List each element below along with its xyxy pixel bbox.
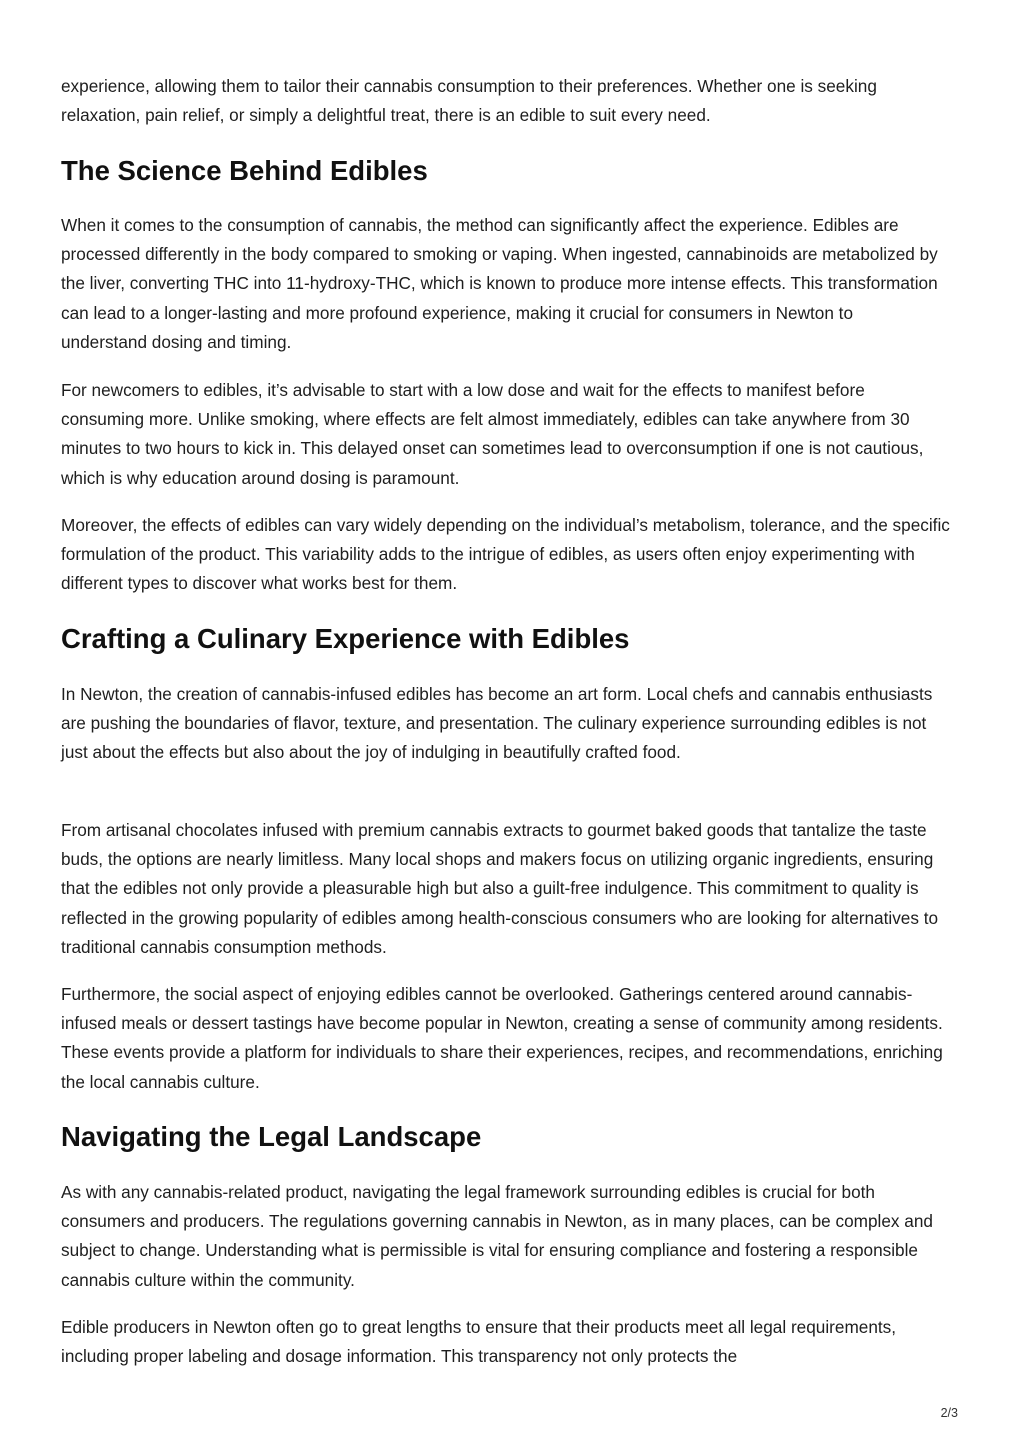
page-number: 2/3: [940, 1406, 958, 1420]
paragraph-culinary-2: From artisanal chocolates infused with premium cannabis extracts to gourmet baked goods that tantalize the taste buds, the options are nearly limitless. Many local shops and makers focus on utilizing organic ingredients, ensuring that the edibles not only provide a pleasurable high but also a guilt-free indulgence. This commitment to quality is reflected in the growing popularity of edibles among health-conscious consumers who are looking for alternatives to traditional cannabis consumption methods.: [61, 820, 939, 957]
paragraph-legal-2: Edible producers in Newton often go to great lengths to ensure that their products meet all legal requirements, including proper labeling and dosage information. This transparency not only protects the: [61, 1317, 897, 1367]
paragraph-culinary-3: Furthermore, the social aspect of enjoying edibles cannot be overlooked. Gatherings centered around cannabis-infused meals or dessert tastings have become popular in Newton, creating a sense of community among residents. These events provide a platform for individuals to share their experiences, recipes, and recommendations, enriching the local cannabis culture.: [61, 984, 943, 1092]
heading-legal-landscape: Navigating the Legal Landscape: [61, 1121, 482, 1152]
heading-culinary-experience: Crafting a Culinary Experience with Edibles: [61, 623, 630, 654]
paragraph-science-2: For newcomers to edibles, it’s advisable to start with a low dose and wait for the effects to manifest before consuming more. Unlike smoking, where effects are felt almost immediately, edibles can take anywhere from 30 minutes to two hours to kick in. This delayed onset can sometimes lead to overconsumption if one is not cautious, which is why education around dosing is paramount.: [61, 380, 924, 488]
paragraph-legal-1: As with any cannabis-related product, navigating the legal framework surrounding edibles is crucial for both consumers and producers. The regulations governing cannabis in Newton, as in many places, can be complex and subject to change. Understanding what is permissible is vital for ensuring compliance and fostering a responsible cannabis culture within the community.: [61, 1182, 933, 1290]
heading-science-behind-edibles: The Science Behind Edibles: [61, 155, 428, 186]
paragraph-intro-continued: experience, allowing them to tailor their cannabis consumption to their preferences. Whether one is seeking relaxation, pain relief, or simply a delightful treat, there is an edible to suit every need.: [61, 76, 877, 126]
paragraph-science-1: When it comes to the consumption of cannabis, the method can significantly affect the experience. Edibles are processed differently in the body compared to smoking or vaping. When ingested, cannabinoids are metabolized by the liver, converting THC into 11-hydroxy-THC, which is known to produce more intense effects. This transformation can lead to a longer-lasting and more profound experience, making it crucial for consumers in Newton to understand dosing and timing.: [61, 215, 938, 352]
paragraph-culinary-1: In Newton, the creation of cannabis-infused edibles has become an art form. Local chefs and cannabis enthusiasts are pushing the boundaries of flavor, texture, and presentation. The culinary experience surrounding edibles is not just about the effects but also about the joy of indulging in beautifully crafted food.: [61, 684, 933, 763]
paragraph-science-3: Moreover, the effects of edibles can vary widely depending on the individual’s metabolism, tolerance, and the specific formulation of the product. This variability adds to the intrigue of edibles, as users often enjoy experimenting with different types to discover what works best for them.: [61, 515, 950, 594]
